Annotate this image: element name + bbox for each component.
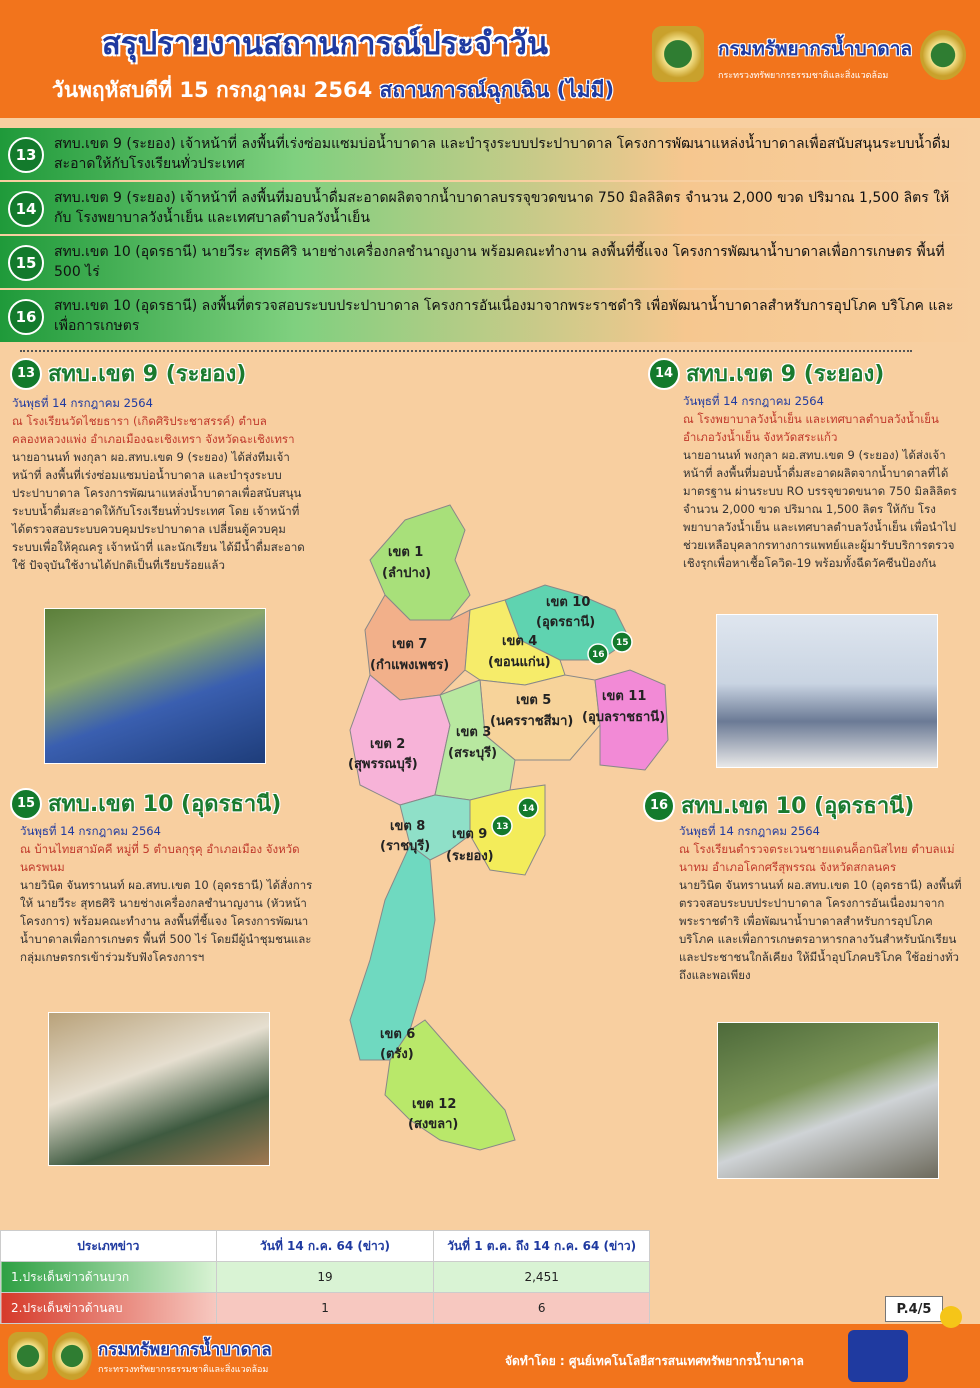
news-number: 13 [8,137,44,173]
section-15-photo [48,1012,270,1166]
table-cell: 2.ประเด็นข่าวด้านลบ [1,1293,217,1324]
section-text: นายอานนท์ พงกุลา ผอ.สทบ.เขต 9 (ระยอง) ได้ส่งทีมเจ้าหน้าที่ ลงพื้นที่เร่งซ่อมแซมบ่อน้ำบาดาล และบำรุงระบบประปาบาดาล โครงการพัฒนาแหล่งน้ำบาดาลเพื่อสนับสนุนระบบน้ำดื่มสะอาดให้กับโรงเรียนทั่วประเทศ โดย เจ้าหน้าที่ได้ตรวจสอบระบบควบคุมประปาบาดาล เปลี่ยนตู้ควบคุมระบบเพื่อให้คุณครู เจ้าหน้าที่ และนักเรียน ได้มีน้ำดื่มสะอาดใช้ ปัจจุบันใช้งานได้ปกติเป็นที่เรียบร้อยแล้ว [12,450,305,572]
footer-credit: จัดทำโดย : ศูนย์เทคโนโลยีสารสนเทศทรัพยากรน้ำบาดาล [505,1354,804,1368]
map-badge-label: 15 [616,638,629,648]
map-label: (ลำปาง) [382,566,432,581]
map-label: เขต 6 [380,1027,416,1042]
section-text: นายวินิต จันทรานนท์ ผอ.สทบ.เขต 10 (อุดรธานี) ได้สั่งการให้ นายวีระ สุทธศิริ นายช่างเครื่องกลชำนาญงาน (หัวหน้าโครงการ) พร้อมคณะทำงาน ลงพื้นที่ชี้แจง โครงการพัฒนาน้ำบาดาลเพื่อการเกษตร พื้นที่ 500 ไร่ โดยมีผู้นำชุมชนและกลุ่มเกษตรกรเข้าร่วมรับฟังโครงการฯ [20,878,313,964]
map-label: เขต 8 [390,819,426,834]
emergency-status: สถานการณ์ฉุกเฉิน (ไม่มี) [379,78,615,102]
section-number: 16 [643,790,675,822]
section-14-photo [716,614,938,768]
section-title: สทบ.เขต 9 (ระยอง) [48,362,247,387]
news-number: 15 [8,245,44,281]
section-number: 13 [10,358,42,390]
section-16-header [643,788,914,823]
map-label: (ขอนแก่น) [488,655,551,670]
map-label: เขต 12 [412,1097,457,1112]
news-item [0,128,980,180]
map-label: (อุบลราชธานี) [582,710,666,725]
footer-ministry: กระทรวงทรัพยากรธรรมชาติและสิ่งแวดล้อม [98,1365,269,1375]
header-brand [718,34,938,82]
water-drop-icon [940,1306,962,1328]
drilling-rig-icon [848,1330,908,1382]
department-emblem-icon [8,1332,48,1380]
map-label: เขต 11 [602,689,647,704]
map-label: (ราชบุรี) [380,839,431,854]
section-text: นายอานนท์ พงกุลา ผอ.สทบ.เขต 9 (ระยอง) ได้ส่งเจ้าหน้าที่ ลงพื้นที่มอบน้ำดื่มสะอาดผลิตจากน้ำบาดาลที่ได้มาตรฐาน ผ่านระบบ RO บรรจุขวดขนาด 750 มิลลิลิตร จำนวน 2,000 ขวด ปริมาณ 1,500 ลิตร ให้กับ โรงพยาบาลวังน้ำเย็น และเทศบาลตำบลวังน้ำเย็น เพื่อนำไปช่วยเหลือบุคลากรทางการแพทย์และผู้มารับบริการตรวจเชิงรุกเพื่อหาเชื้อโควิด-19 พร้อมทั้งฉีดวัคซีนป้องกัน [683,448,957,570]
news-number: 16 [8,299,44,335]
map-label: เขต 10 [546,595,591,610]
table-cell: 6 [434,1293,650,1324]
section-16-photo [717,1022,939,1179]
section-13-photo [44,608,266,764]
table-header: ประเภทข่าว [1,1231,217,1262]
thailand-map [330,500,675,1165]
news-text: สทบ.เขต 9 (ระยอง) เจ้าหน้าที่ ลงพื้นที่เร่งซ่อมแซมบ่อน้ำบาดาล และบำรุงระบบประปาบาดาล โครงการพัฒนาแหล่งน้ำบาดาลเพื่อสนับสนุนระบบน้ำดื่มสะอาดให้กับโรงเรียนทั่วประเทศ [54,136,951,172]
map-label: เขต 4 [502,634,538,649]
section-number: 15 [10,788,42,820]
section-14-header [648,356,884,391]
ministry-seal-icon [920,30,966,80]
section-location: ณ โรงพยาบาลวังน้ำเย็น และเทศบาลตำบลวังน้ำเย็น อำเภอวังน้ำเย็น จังหวัดสระแก้ว [683,412,939,444]
map-label: เขต 7 [392,637,428,652]
map-label: เขต 9 [452,827,488,842]
section-number: 14 [648,358,680,390]
header-banner [0,0,980,118]
page-number: P.4/5 [885,1296,943,1322]
header-ministry: กระทรวงทรัพยากรธรรมชาติและสิ่งแวดล้อม [718,71,889,81]
section-text: นายวินิต จันทรานนท์ ผอ.สทบ.เขต 10 (อุดรธานี) ลงพื้นที่ ตรวจสอบระบบประปาบาดาล โครงการอันเนื่องมาจากพระราชดำริ เพื่อพัฒนาน้ำบาดาลสำหรับการอุปโภค บริโภค และเพื่อการเกษตรอาหารกลางวันสำหรับนักเรียนและประชาชนใกล้เคียง ให้มีน้ำอุปโภคบริโภค ใช้อย่างทั่วถึงและพอเพียง [679,878,962,982]
news-item [0,236,980,288]
section-13-header [10,356,246,391]
section-title: สทบ.เขต 10 (อุดรธานี) [681,794,915,819]
section-date: วันพุธที่ 14 กรกฎาคม 2564 [679,824,820,838]
section-location: ณ โรงเรียนวัดไชยธารา (เกิดศิริประชาสรรค์) ตำบลคลองหลวงแพ่ง อำเภอเมืองฉะเชิงเทรา จังหวัดฉะเชิงเทรา [12,414,295,446]
table-cell: 1 [216,1293,434,1324]
section-title: สทบ.เขต 9 (ระยอง) [686,362,885,387]
section-16-body [679,822,963,984]
table-cell: 2,451 [434,1262,650,1293]
table-cell: 1.ประเด็นข่าวด้านบวก [1,1262,217,1293]
section-13-body [12,394,312,574]
section-14-body [683,392,965,572]
page-subtitle [8,74,658,107]
map-label: เขต 1 [388,545,424,560]
header-org-name: กรมทรัพยากรน้ำบาดาล [718,38,913,60]
footer-org-name: กรมทรัพยากรน้ำบาดาล [98,1340,272,1360]
section-date: วันพุธที่ 14 กรกฎาคม 2564 [683,394,824,408]
section-location: ณ โรงเรียนตำรวจตระเวนชายแดนค็อกนิสไทย ตำบลแม่นาทม อำเภอโคกศรีสุพรรณ จังหวัดสกลนคร [679,842,955,874]
map-label: (สุพรรณบุรี) [348,757,418,772]
section-date: วันพุธที่ 14 กรกฎาคม 2564 [12,396,153,410]
report-date: วันพฤหัสบดีที่ 15 กรกฎาคม 2564 [51,78,373,102]
map-badge-label: 16 [592,650,605,660]
table-header: วันที่ 1 ต.ค. ถึง 14 ก.ค. 64 (ข่าว) [434,1231,650,1262]
map-label: (อุดรธานี) [536,615,596,630]
map-label: เขต 2 [370,737,406,752]
section-15-body [20,822,318,966]
news-text: สทบ.เขต 10 (อุดรธานี) นายวีระ สุทธศิริ นายช่างเครื่องกลชำนาญงาน พร้อมคณะทำงาน ลงพื้นที่ชี้แจง โครงการพัฒนาน้ำบาดาลเพื่อการเกษตร พื้นที่ 500 ไร่ [54,244,945,280]
map-label: (ระยอง) [446,849,494,864]
map-label: เขต 3 [456,725,492,740]
table-header: วันที่ 14 ก.ค. 64 (ข่าว) [216,1231,434,1262]
map-label: (สงขลา) [408,1117,459,1132]
news-text: สทบ.เขต 10 (อุดรธานี) ลงพื้นที่ตรวจสอบระบบประปาบาดาล โครงการอันเนื่องมาจากพระราชดำริ เพื่อพัฒนาน้ำบาดาลสำหรับการอุปโภค บริโภค และเพื่อการเกษตร [54,298,954,334]
section-divider [20,350,912,352]
news-item [0,182,980,234]
map-label: (สระบุรี) [448,746,498,761]
footer [0,1324,980,1388]
section-location: ณ บ้านไทยสามัคคี หมู่ที่ 5 ตำบลกุรุคุ อำเภอเมือง จังหวัดนครพนม [20,842,300,874]
map-label: (ตรัง) [380,1047,414,1062]
map-label: เขต 5 [516,693,552,708]
news-text: สทบ.เขต 9 (ระยอง) เจ้าหน้าที่ ลงพื้นที่มอบน้ำดื่มสะอาดผลิตจากน้ำบาดาลบรรจุขวดขนาด 750 มิลลิลิตร จำนวน 2,000 ขวด ปริมาณ 1,500 ลิตร ให้กับ โรงพยาบาลวังน้ำเย็น และเทศบาลตำบลวังน้ำเย็น [54,190,950,226]
table-row [1,1262,650,1293]
page-title: สรุปรายงานสถานการณ์ประจำวัน [101,26,549,62]
news-number: 14 [8,191,44,227]
map-badge-label: 13 [496,822,509,832]
table-header-row [1,1231,650,1262]
map-label: (กำแพงเพชร) [370,658,450,673]
table-cell: 19 [216,1262,434,1293]
section-15-header [10,786,281,821]
news-stats-table [0,1230,650,1324]
map-label: (นครราชสีมา) [490,714,574,729]
news-item [0,290,980,342]
section-date: วันพุธที่ 14 กรกฎาคม 2564 [20,824,161,838]
ministry-seal-icon [52,1332,92,1380]
section-title: สทบ.เขต 10 (อุดรธานี) [48,792,282,817]
department-emblem-icon [652,26,704,82]
table-row [1,1293,650,1324]
map-badge-label: 14 [522,804,535,814]
